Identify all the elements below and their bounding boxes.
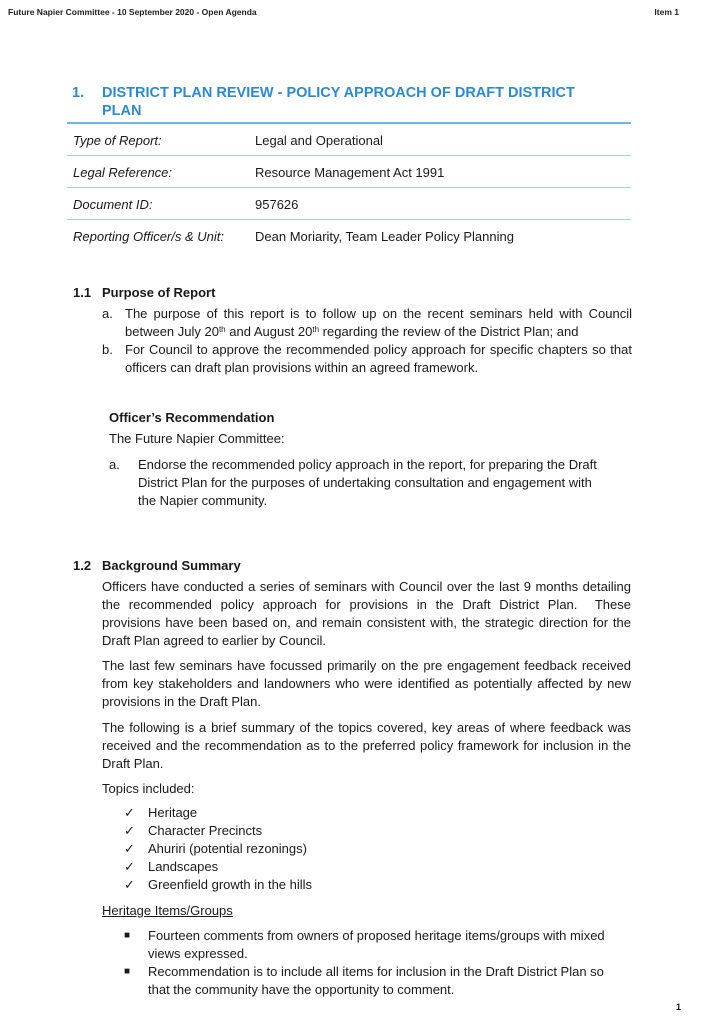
report-title-line1: DISTRICT PLAN REVIEW - POLICY APPROACH OF DRAFT DISTRICT	[102, 85, 575, 101]
section-title: Background Summary	[102, 558, 241, 573]
list-item-text	[125, 341, 632, 377]
superscript: th	[312, 325, 320, 334]
meta-label: Type of Report:	[73, 133, 162, 148]
meta-value: Resource Management Act 1991	[255, 165, 445, 180]
background-paragraph-3: The following is a brief summary of the topics covered, key areas of where feedback was received and the recommendation as to the preferred policy framework for inclusion in the Draft Plan.	[102, 720, 631, 771]
list-item-line: Fourteen comments from owners of proposed heritage items/groups with mixed	[148, 928, 605, 943]
list-item-line: Endorse the recommended policy approach in the report, for preparing the Draft	[138, 457, 597, 472]
list-item-line: that the community have the opportunity to comment.	[148, 982, 455, 997]
heritage-subheading: Heritage Items/Groups	[102, 903, 233, 918]
topic-label: Ahuriri (potential rezonings)	[148, 841, 307, 856]
bullet-icon: ■	[124, 930, 131, 941]
topic-label: Landscapes	[148, 859, 219, 874]
superscript: th	[218, 325, 226, 334]
section-number: 1.1	[73, 285, 92, 300]
checkmark-icon: ✓	[124, 841, 135, 856]
recommendation-intro: The Future Napier Committee:	[109, 431, 285, 446]
meta-row-document-id	[67, 188, 631, 220]
meta-value: 957626	[255, 197, 299, 212]
section-heading-background	[73, 558, 241, 573]
topic-item	[124, 858, 219, 876]
topic-item	[124, 822, 263, 840]
topic-item	[124, 876, 313, 894]
meta-label: Document ID:	[73, 197, 153, 212]
checkmark-icon: ✓	[124, 877, 135, 892]
list-marker: a.	[102, 306, 113, 321]
meta-value: Dean Moriarity, Team Leader Policy Planning	[255, 229, 514, 244]
meta-row-type	[67, 124, 631, 156]
page-number: 1	[675, 1002, 681, 1012]
topic-item	[124, 840, 307, 858]
list-marker: a.	[109, 457, 120, 472]
topic-item	[124, 804, 198, 822]
text-run: regarding the review of the District Plan; and	[319, 324, 579, 339]
heritage-bullet-1	[124, 927, 624, 963]
list-item-line: Recommendation is to include all items for inclusion in the Draft District Plan so	[148, 964, 604, 979]
bullet-icon: ■	[124, 966, 131, 977]
section-number: 1.2	[73, 558, 92, 573]
recommendation-heading: Officer’s Recommendation	[109, 410, 275, 425]
list-item-line: District Plan for the purposes of undertaking consultation and engagement with	[138, 475, 592, 490]
topics-label: Topics included:	[102, 781, 195, 796]
list-item-text	[125, 305, 632, 341]
list-item-text	[148, 927, 624, 963]
background-paragraph-2: The last few seminars have focussed primarily on the pre engagement feedback received from key stakeholders and landowners who were identified as potentially affected by new provisions in the Draft Plan.	[102, 658, 631, 709]
text-run: and August 20	[225, 324, 313, 339]
list-item-text	[138, 456, 619, 510]
checkmark-icon: ✓	[124, 823, 135, 838]
meta-row-officer	[67, 220, 631, 251]
topic-label: Greenfield growth in the hills	[148, 877, 313, 892]
purpose-item-a	[102, 305, 632, 341]
list-item-line: The purpose of this report is to follow up on the recent seminars held with Council	[125, 306, 632, 321]
list-item-line: views expressed.	[148, 946, 248, 961]
topic-label: Heritage	[148, 805, 198, 820]
meta-label: Reporting Officer/s & Unit:	[73, 229, 224, 244]
list-item-line: the Napier community.	[138, 493, 268, 508]
recommendation-item-a	[109, 456, 619, 512]
list-item-text	[148, 963, 624, 999]
list-item-line: For Council to approve the recommended policy approach for specific chapters so that	[125, 342, 632, 357]
topic-label: Character Precincts	[148, 823, 263, 838]
checkmark-icon: ✓	[124, 805, 135, 820]
meta-row-legal	[67, 156, 631, 188]
meta-value: Legal and Operational	[255, 133, 383, 148]
heritage-bullet-2	[124, 963, 624, 999]
meta-label: Legal Reference:	[73, 165, 173, 180]
list-item-line	[125, 323, 632, 341]
report-metadata-table	[67, 124, 631, 251]
page-header-left: Future Napier Committee - 10 September 2020 - Open Agenda	[8, 7, 257, 17]
text-run: between July 20	[125, 324, 219, 339]
purpose-item-b	[102, 341, 632, 377]
page-header-right: Item 1	[654, 7, 679, 17]
checkmark-icon: ✓	[124, 859, 135, 874]
section-heading-purpose	[73, 285, 215, 300]
report-title-number: 1.	[72, 85, 85, 101]
background-paragraph-1: Officers have conducted a series of seminars with Council over the last 9 months detailing the recommended policy approach for provisions in the Draft District Plan. These provisions have been based on, and remain consistent with, the strategic direction for the Draft Plan agreed to earlier by Council.	[102, 579, 631, 648]
list-item-line: officers can draft plan provisions within an agreed framework.	[125, 360, 479, 375]
report-title	[72, 84, 612, 120]
section-title: Purpose of Report	[102, 285, 216, 300]
report-title-line2: PLAN	[102, 103, 142, 119]
list-marker: b.	[102, 342, 113, 357]
